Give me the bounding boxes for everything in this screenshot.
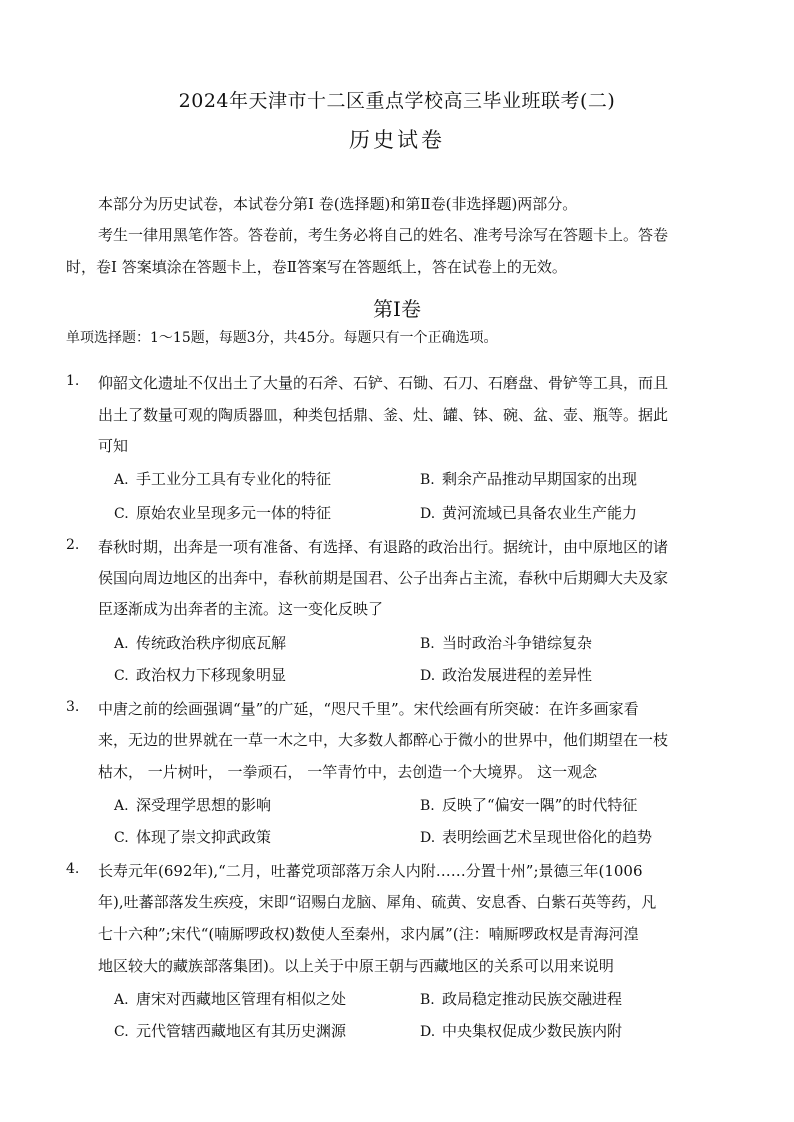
intro-line-3: 时，卷Ⅰ 答案填涂在答题卡上，卷Ⅱ答案写在答题纸上，答在试卷上的无效。 <box>66 258 567 276</box>
question-text-line: 可知 <box>98 437 129 455</box>
option-text: 体现了崇文抑武政策 <box>136 828 272 846</box>
option-letter: D. <box>420 668 436 684</box>
exam-title: 2024年天津市十二区重点学校高三毕业班联考(二) <box>178 90 616 112</box>
option-c <box>114 502 331 523</box>
option-text: 元代管辖西藏地区有其历史渊源 <box>136 1022 347 1040</box>
option-a <box>114 794 271 815</box>
option-c <box>114 664 286 685</box>
option-letter: B. <box>420 992 435 1008</box>
question-number: 3. <box>66 699 80 715</box>
question-number: 2. <box>66 537 80 553</box>
option-text: 中央集权促成少数民族内附 <box>442 1022 623 1040</box>
option-letter: A. <box>114 992 129 1008</box>
option-b <box>420 632 592 653</box>
option-text: 传统政治秩序彻底瓦解 <box>136 634 287 652</box>
option-b <box>420 988 622 1009</box>
question-text-line: 春秋时期，出奔是一项有准备、有选择、有退路的政治出行。据统计，由中原地区的诸 <box>98 538 669 556</box>
option-letter: A. <box>114 636 129 652</box>
option-d <box>420 1020 622 1041</box>
option-b <box>420 468 637 489</box>
option-text: 表明绘画艺术呈现世俗化的趋势 <box>442 828 653 846</box>
option-d <box>420 664 592 685</box>
option-text: 黄河流域已具备农业生产能力 <box>442 504 638 522</box>
question-text-line: 年),吐蕃部落发生疾疫，宋即“诏赐白龙脑、犀角、硫黄、安息香、白紫石英等药，凡 <box>98 893 657 911</box>
question-text-line: 七十六种”;宋代“(喃厮啰政权)数使人至秦州，求内属”(注：喃厮啰政权是青海河湟 <box>98 925 639 943</box>
question-text-line: 仰韶文化遗址不仅出土了大量的石斧、石铲、石锄、石刀、石磨盘、骨铲等工具，而且 <box>98 374 669 392</box>
question-text-line: 枯木， 一片树叶， 一拳顽石， 一竿青竹中，去创造一个大境界。 这一观念 <box>98 763 598 781</box>
section-title: 第Ⅰ卷 <box>373 297 421 321</box>
question-text-line: 长寿元年(692年),“二月，吐蕃党项部落万余人内附……分置十州”;景德三年(1006 <box>98 862 643 880</box>
question-text-line: 中唐之前的绘画强调“量”的广延，“咫尺千里”。宋代绘画有所突破：在许多画家看 <box>98 700 639 718</box>
option-c <box>114 1020 346 1041</box>
question-text-line: 来，无边的世界就在一草一木之中，大多数人都醉心于微小的世界中，他们期望在一枝 <box>98 731 669 749</box>
option-text: 反映了“偏安一隅”的时代特征 <box>442 796 638 814</box>
option-letter: D. <box>420 1024 436 1040</box>
option-letter: D. <box>420 830 436 846</box>
option-text: 政治发展进程的差异性 <box>442 666 593 684</box>
option-text: 剩余产品推动早期国家的出现 <box>442 470 638 488</box>
option-letter: C. <box>114 830 129 846</box>
option-letter: A. <box>114 798 129 814</box>
option-text: 当时政治斗争错综复杂 <box>442 634 593 652</box>
option-text: 原始农业呈现多元一体的特征 <box>136 504 332 522</box>
question-number: 4. <box>66 861 80 877</box>
exam-subtitle: 历史试卷 <box>349 128 445 152</box>
option-d <box>420 826 652 847</box>
option-letter: C. <box>114 506 129 522</box>
option-letter: A. <box>114 472 129 488</box>
question-text-line: 出土了数量可观的陶质器皿，种类包括鼎、釜、灶、罐、钵、碗、盆、壶、瓶等。据此 <box>98 406 669 424</box>
option-a <box>114 468 331 489</box>
option-letter: B. <box>420 472 435 488</box>
option-a <box>114 988 346 1009</box>
option-text: 手工业分工具有专业化的特征 <box>136 470 332 488</box>
question-text-line: 臣逐渐成为出奔者的主流。这一变化反映了 <box>98 600 384 618</box>
option-letter: C. <box>114 668 129 684</box>
question-text-line: 地区较大的藏族部落集团)。以上关于中原王朝与西藏地区的关系可以用来说明 <box>98 957 614 975</box>
intro-line-2: 考生一律用黑笔作答。答卷前，考生务必将自己的姓名、准考号涂写在答题卡上。答卷 <box>98 226 669 244</box>
option-letter: C. <box>114 1024 129 1040</box>
option-c <box>114 826 271 847</box>
question-text-line: 侯国向周边地区的出奔中，春秋前期是国君、公子出奔占主流，春秋中后期卿大夫及家 <box>98 569 669 587</box>
option-d <box>420 502 637 523</box>
option-text: 唐宋对西藏地区管理有相似之处 <box>136 990 347 1008</box>
option-letter: B. <box>420 798 435 814</box>
option-text: 深受理学思想的影响 <box>136 796 272 814</box>
option-letter: D. <box>420 506 436 522</box>
section-instruction: 单项选择题：1～15题，每题3分，共45分。每题只有一个正确选项。 <box>66 330 498 346</box>
option-text: 政局稳定推动民族交融进程 <box>442 990 623 1008</box>
option-a <box>114 632 286 653</box>
option-text: 政治权力下移现象明显 <box>136 666 287 684</box>
option-b <box>420 794 637 815</box>
intro-line-1: 本部分为历史试卷，本试卷分第Ⅰ 卷(选择题)和第Ⅱ卷(非选择题)两部分。 <box>98 195 578 213</box>
question-number: 1. <box>66 373 80 389</box>
option-letter: B. <box>420 636 435 652</box>
